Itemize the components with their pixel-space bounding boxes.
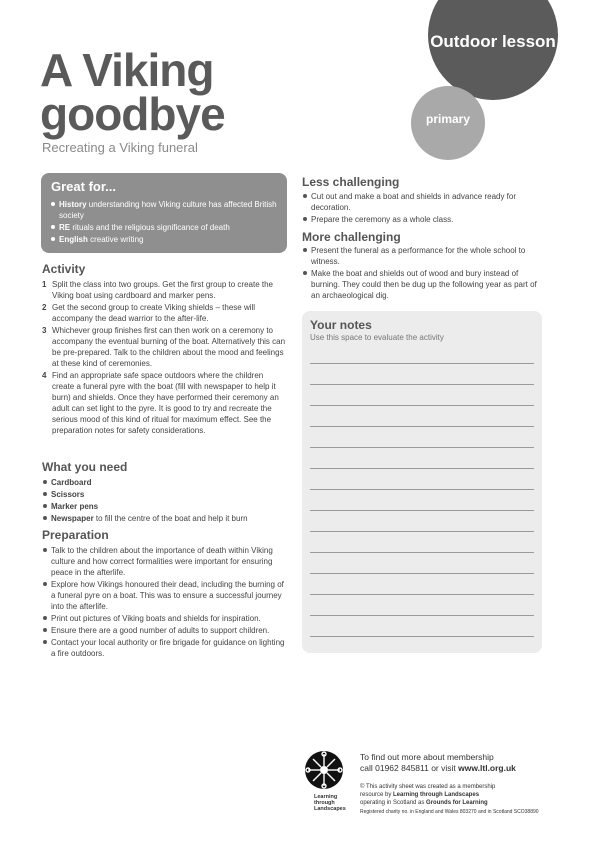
preparation-item: Print out pictures of Viking boats and shields for inspiration. bbox=[42, 613, 286, 624]
less-challenging-item: Prepare the ceremony as a whole class. bbox=[302, 214, 544, 225]
preparation-item: Explore how Vikings honoured their dead, including the burning of a funeral pyre on a boat. This was to ensure a successful journey into the afterlife. bbox=[42, 579, 286, 612]
notes-heading: Your notes bbox=[310, 318, 372, 332]
notes-line[interactable] bbox=[310, 636, 534, 637]
preparation-heading: Preparation bbox=[42, 528, 109, 542]
notes-line[interactable] bbox=[310, 573, 534, 574]
copyright-org bbox=[360, 791, 479, 799]
page-subtitle: Recreating a Viking funeral bbox=[42, 140, 198, 155]
membership-info: To find out more about membership bbox=[360, 752, 494, 762]
need-item-name: Cardboard bbox=[51, 478, 92, 487]
outdoor-lesson-label: Outdoor lesson bbox=[430, 32, 556, 51]
website-link[interactable]: www.ltl.org.uk bbox=[458, 763, 516, 773]
less-challenging-heading: Less challenging bbox=[302, 175, 400, 189]
notes-line[interactable] bbox=[310, 405, 534, 406]
notes-line[interactable] bbox=[310, 489, 534, 490]
subject-name: English bbox=[59, 235, 88, 244]
need-item bbox=[42, 513, 286, 524]
notes-line[interactable] bbox=[310, 426, 534, 427]
need-item-name: Marker pens bbox=[51, 502, 99, 511]
copyright-mid: resource by bbox=[360, 792, 394, 798]
scotland-prefix: operating in Scotland as bbox=[360, 800, 427, 806]
subject-desc: creative writing bbox=[87, 235, 144, 244]
more-challenging-heading: More challenging bbox=[302, 230, 401, 244]
notes-line[interactable] bbox=[310, 468, 534, 469]
step-number: 4 bbox=[42, 371, 47, 380]
great-for-list bbox=[51, 199, 281, 246]
title-line-2: goodbye bbox=[40, 88, 225, 140]
subject-desc: rituals and the religious significance of death bbox=[70, 223, 230, 232]
more-challenging-item: Present the funeral as a performance for the whole school to witness. bbox=[302, 245, 544, 267]
scotland-name: Grounds for Learning bbox=[426, 800, 488, 806]
step-number: 1 bbox=[42, 280, 47, 289]
less-challenging-item: Cut out and make a boat and shields in advance ready for decoration. bbox=[302, 191, 544, 213]
preparation-list bbox=[42, 545, 286, 660]
activity-step bbox=[42, 279, 286, 301]
primary-label: primary bbox=[425, 112, 471, 126]
ltl-logo-text: Learning through Landscapes bbox=[314, 794, 346, 812]
notes-line[interactable] bbox=[310, 447, 534, 448]
page-title bbox=[40, 44, 225, 140]
step-text: Get the second group to create Viking shields – these will accompany the dead warrior to the after-life. bbox=[52, 303, 256, 323]
what-you-need-list bbox=[42, 477, 286, 525]
more-challenging-list bbox=[302, 245, 544, 302]
notes-line[interactable] bbox=[310, 510, 534, 511]
charity-number: Registered charity no. in England and Wales 803270 and in Scotland SCO38890 bbox=[360, 809, 539, 815]
great-for-item bbox=[51, 222, 281, 233]
title-line-1: A Viking bbox=[40, 44, 214, 96]
need-item-note: to fill the centre of the boat and help it burn bbox=[93, 514, 248, 523]
activity-step bbox=[42, 302, 286, 324]
great-for-item bbox=[51, 199, 281, 221]
preparation-item: Talk to the children about the importance of death within Viking culture and how correct formalities were important for ensuring peace in the afterlife. bbox=[42, 545, 286, 578]
step-text: Whichever group finishes first can then work on a ceremony to accompany the eventual burning of the boat. Alternatively this can be pre-prepared. Talk to the children about the mood and feelings at these kind of ceremonies. bbox=[52, 326, 286, 368]
notes-box bbox=[302, 311, 542, 653]
membership-contact bbox=[360, 763, 516, 774]
need-item bbox=[42, 489, 286, 500]
need-item-name: Scissors bbox=[51, 490, 85, 499]
notes-line[interactable] bbox=[310, 615, 534, 616]
subject-name: RE bbox=[59, 223, 71, 232]
great-for-box bbox=[41, 173, 287, 253]
need-item-name: Newspaper bbox=[51, 514, 94, 523]
copyright-line: © This activity sheet was created as a membership bbox=[360, 784, 496, 790]
need-item bbox=[42, 477, 286, 488]
great-for-heading: Great for... bbox=[51, 179, 117, 194]
preparation-item: Ensure there are a good number of adults to support children. bbox=[42, 625, 286, 636]
notes-hint: Use this space to evaluate the activity bbox=[310, 333, 444, 342]
org-name: Learning through Landscapes bbox=[393, 792, 480, 798]
step-number: 2 bbox=[42, 303, 47, 312]
subject-name: History bbox=[59, 200, 87, 209]
need-item bbox=[42, 501, 286, 512]
less-challenging-list bbox=[302, 191, 544, 226]
notes-line[interactable] bbox=[310, 552, 534, 553]
step-number: 3 bbox=[42, 326, 47, 335]
activity-heading: Activity bbox=[42, 262, 86, 276]
notes-line[interactable] bbox=[310, 363, 534, 364]
more-challenging-item: Make the boat and shields out of wood and bury instead of burning. They could then be dug up the following year as part of an archaeological dig. bbox=[302, 268, 544, 301]
activity-step bbox=[42, 325, 286, 369]
what-you-need-heading: What you need bbox=[42, 460, 128, 474]
activity-step bbox=[42, 370, 286, 436]
notes-line[interactable] bbox=[310, 594, 534, 595]
notes-line[interactable] bbox=[310, 531, 534, 532]
step-text: Find an appropriate safe space outdoors where the children create a funeral pyre with the boat (fill with newspaper to help it burn) and shields. Once they have performed their ceremony an adult can set light to the pyre. It is good to try and recreate the serious mood of this kind of ritual for maximum effect. See the preparation notes for safety considerations. bbox=[52, 371, 279, 435]
great-for-item bbox=[51, 234, 281, 245]
scotland-line bbox=[360, 799, 488, 807]
contact-phone: call 01962 845811 or visit bbox=[360, 763, 459, 773]
step-text: Split the class into two groups. Get the first group to create the Viking boat using cardboard and marker pens. bbox=[52, 280, 274, 300]
subject-desc: understanding how Viking culture has affected British society bbox=[59, 200, 277, 220]
notes-line[interactable] bbox=[310, 384, 534, 385]
preparation-item: Contact your local authority or fire brigade for guidance on lighting a fire outdoors. bbox=[42, 637, 286, 659]
activity-steps bbox=[42, 279, 286, 437]
